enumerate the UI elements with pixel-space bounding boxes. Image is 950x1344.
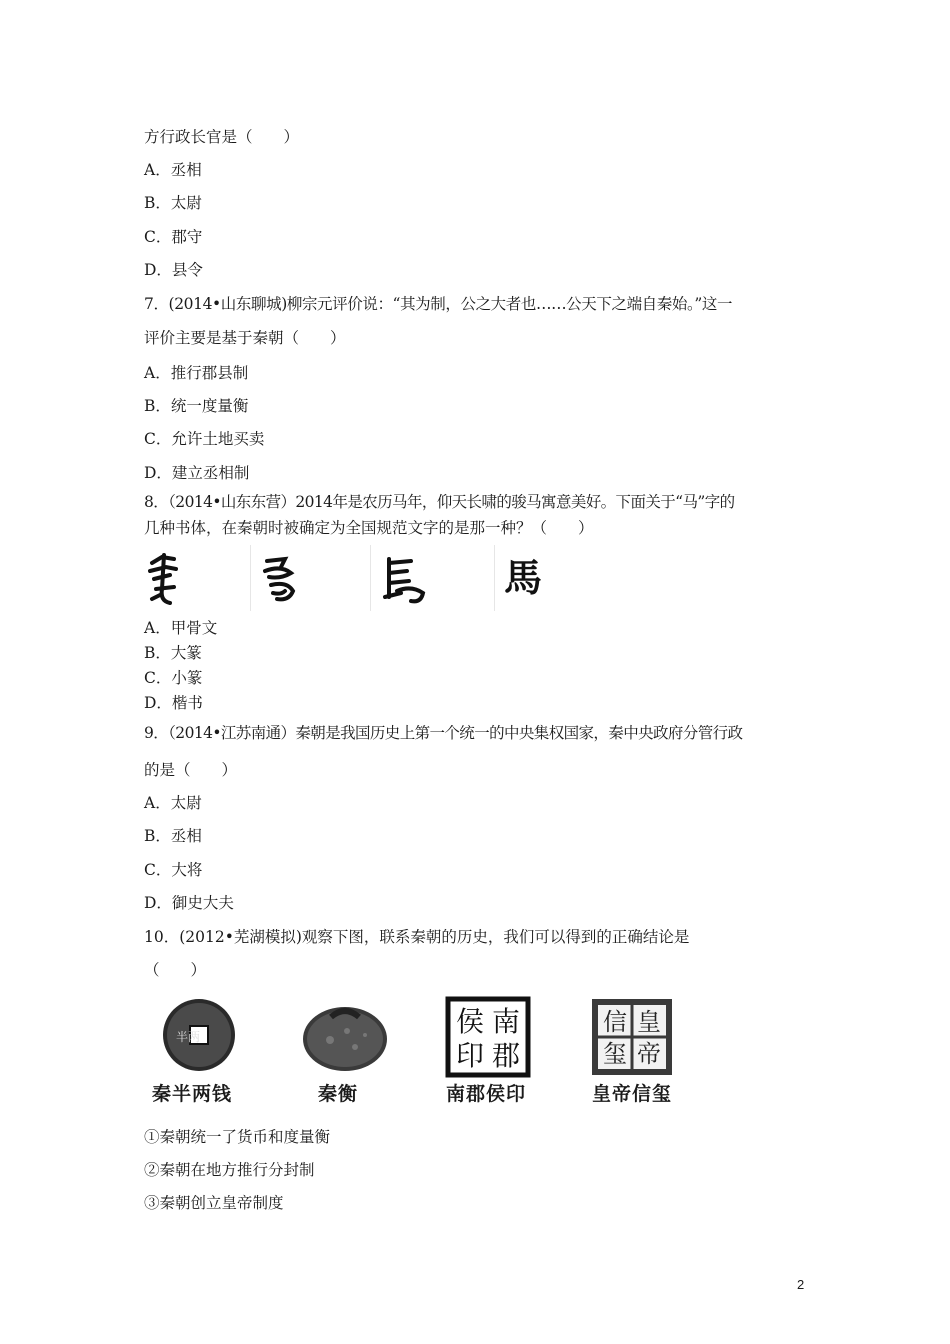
q10-stem-line1: 10．(2012•芜湖模拟)观察下图，联系秦朝的历史，我们可以得到的正确结论是 <box>144 928 690 946</box>
q9-stem-line2: 的是（ ） <box>144 761 238 779</box>
nanjun-seal-caption: 南郡侯印 <box>446 1083 527 1105</box>
seal1-char-3: 印 <box>455 1039 485 1072</box>
horse-regular-char: 馬 <box>503 555 543 600</box>
q6-stem-end: 方行政长官是（ ） <box>144 128 300 146</box>
q7-option-a: A．推行郡县制 <box>144 364 249 382</box>
small-seal-horse-image <box>370 545 441 611</box>
seal1-char-4: 郡 <box>491 1039 521 1072</box>
coin-caption: 秦半两钱 <box>152 1083 233 1105</box>
q7-option-b: B．统一度量衡 <box>144 397 249 415</box>
regular-script-horse-image <box>494 545 551 611</box>
q6-option-d: D．县令 <box>144 261 203 279</box>
qin-banliang-coin-image <box>144 995 254 1075</box>
seal2-char-3: 玺 <box>603 1040 627 1068</box>
weight-caption: 秦衡 <box>318 1083 359 1105</box>
seal1-char-2: 南 <box>491 1005 521 1038</box>
q9-option-b: B．丞相 <box>144 827 202 845</box>
q8-option-c: C．小篆 <box>144 669 203 687</box>
coin-inscription: 半两 <box>176 1030 201 1044</box>
emperor-seal-caption: 皇帝信玺 <box>592 1083 673 1105</box>
qin-weight-image <box>290 995 400 1075</box>
q6-option-c: C．郡守 <box>144 228 203 246</box>
q8-option-a: A．甲骨文 <box>144 619 218 637</box>
nanjun-marquis-seal-image <box>438 995 538 1079</box>
q6-option-b: B．太尉 <box>144 194 202 212</box>
q7-stem-line2: 评价主要是基于秦朝（ ） <box>144 329 346 347</box>
q6-option-a: A．丞相 <box>144 161 202 179</box>
q9-option-c: C．大将 <box>144 861 203 879</box>
emperor-seal-image <box>582 995 682 1079</box>
q10-stem-line2: （ ） <box>144 961 207 979</box>
seal1-char-1: 侯 <box>455 1005 485 1038</box>
q7-option-c: C．允许土地买卖 <box>144 430 265 448</box>
q10-statement-3: ③秦朝创立皇帝制度 <box>144 1194 284 1212</box>
page-number: 2 <box>797 1277 805 1292</box>
seal2-char-1: 信 <box>603 1008 627 1036</box>
q9-option-d: D．御史大夫 <box>144 894 234 912</box>
great-seal-horse-image <box>250 545 311 611</box>
q10-statement-2: ②秦朝在地方推行分封制 <box>144 1161 315 1179</box>
q8-stem-line1: 8．（2014•山东东营）2014年是农历马年，仰天长啸的骏马寓意美好。下面关于“马”字的 <box>144 493 735 511</box>
q8-stem-line2: 几种书体，在秦朝时被确定为全国规范文字的是那一种？（ ） <box>144 519 594 537</box>
seal2-char-4: 帝 <box>637 1040 661 1068</box>
q9-stem-line1: 9．（2014•江苏南通）秦朝是我国历史上第一个统一的中央集权国家，秦中央政府分管行政 <box>144 724 743 742</box>
seal2-char-2: 皇 <box>637 1008 661 1036</box>
oracle-bone-horse-image <box>140 545 202 611</box>
q9-option-a: A．太尉 <box>144 794 202 812</box>
q8-option-b: B．大篆 <box>144 644 202 662</box>
q10-statement-1: ①秦朝统一了货币和度量衡 <box>144 1128 331 1146</box>
q8-option-d: D．楷书 <box>144 694 203 712</box>
q7-option-d: D．建立丞相制 <box>144 464 250 482</box>
q7-stem-line1: 7．(2014•山东聊城)柳宗元评价说：“其为制，公之大者也……公天下之端自秦始。”这一 <box>144 295 733 313</box>
